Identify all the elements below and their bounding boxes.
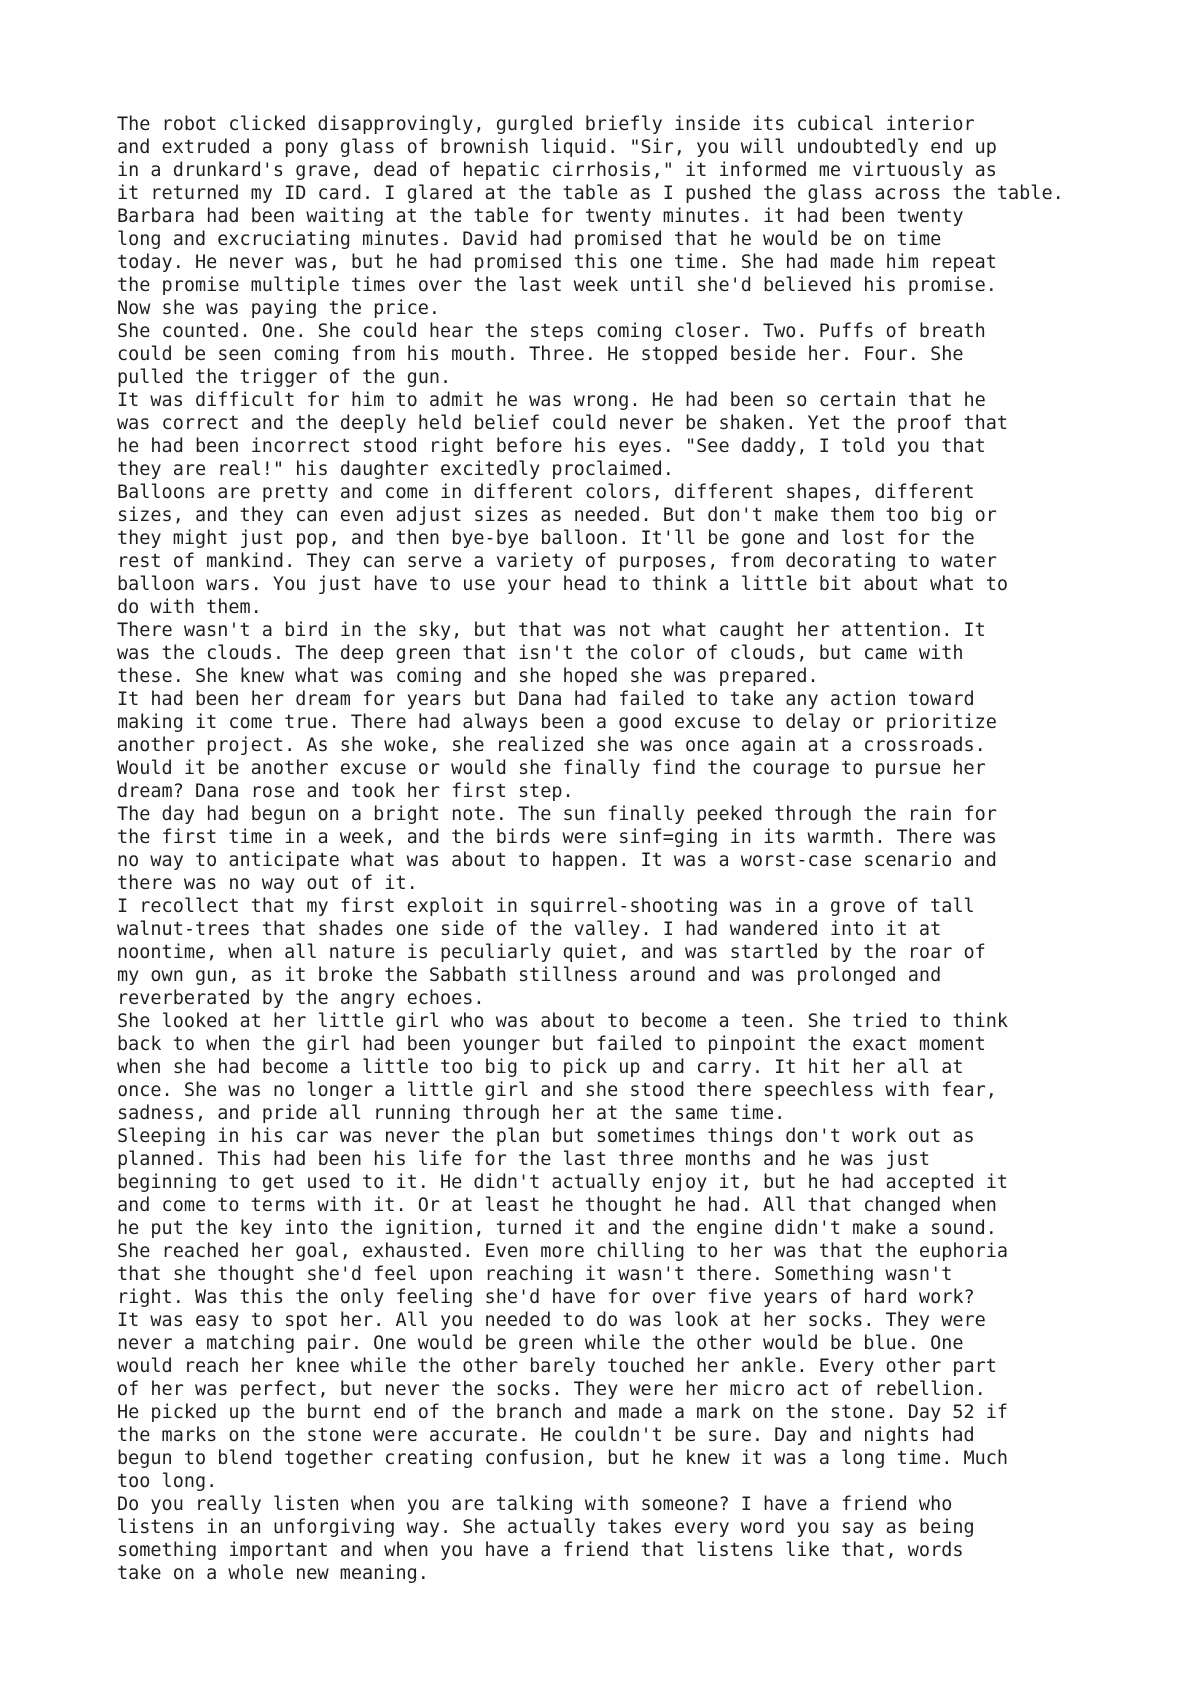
text-line: they are real!" his daughter excitedly proclaimed. bbox=[117, 459, 674, 480]
text-line: once. She was no longer a little girl and she stood there speechless with fear, bbox=[117, 1080, 997, 1101]
text-line: something important and when you have a friend that listens like that, words bbox=[117, 1540, 964, 1561]
text-line: when she had become a little too big to pick up and carry. It hit her all at bbox=[117, 1057, 964, 1078]
text-line: Balloons are pretty and come in different colors, different shapes, different bbox=[117, 482, 975, 503]
text-line: that she thought she'd feel upon reaching it wasn't there. Something wasn't bbox=[117, 1264, 953, 1285]
text-line: Sleeping in his car was never the plan but sometimes things don't work out as bbox=[117, 1126, 975, 1147]
text-line: walnut-trees that shades one side of the valley. I had wandered into it at bbox=[117, 919, 942, 940]
text-line: She counted. One. She could hear the steps coming closer. Two. Puffs of breath bbox=[117, 321, 986, 342]
text-line: I recollect that my first exploit in squirrel-shooting was in a grove of tall bbox=[117, 896, 975, 917]
text-line: beginning to get used to it. He didn't actually enjoy it, but he had accepted it bbox=[117, 1172, 1009, 1193]
text-line: and extruded a pony glass of brownish liquid. "Sir, you will undoubtedly end up bbox=[117, 137, 997, 158]
text-line: the promise multiple times over the last week until she'd believed his promise. bbox=[117, 275, 997, 296]
text-line: my own gun, as it broke the Sabbath stillness around and was prolonged and bbox=[117, 965, 942, 986]
text-line: She looked at her little girl who was about to become a teen. She tried to think bbox=[117, 1011, 1009, 1032]
text-line: Now she was paying the price. bbox=[117, 298, 441, 319]
text-line: could be seen coming from his mouth. Three. He stopped beside her. Four. She bbox=[117, 344, 964, 365]
text-line: would reach her knee while the other barely touched her ankle. Every other part bbox=[117, 1356, 997, 1377]
text-line: no way to anticipate what was about to happen. It was a worst-case scenario and bbox=[117, 850, 997, 871]
text-line: The day had begun on a bright note. The sun finally peeked through the rain for bbox=[117, 804, 997, 825]
text-line: he had been incorrect stood right before his eyes. "See daddy, I told you that bbox=[117, 436, 986, 457]
document-body bbox=[117, 113, 1117, 1585]
text-line: planned. This had been his life for the last three months and he was just bbox=[117, 1149, 931, 1170]
text-line: in a drunkard's grave, dead of hepatic cirrhosis," it informed me virtuously as bbox=[117, 160, 997, 181]
text-line: and come to terms with it. Or at least he thought he had. All that changed when bbox=[117, 1195, 997, 1216]
text-line: back to when the girl had been younger but failed to pinpoint the exact moment bbox=[117, 1034, 986, 1055]
text-line: of her was perfect, but never the socks. They were her micro act of rebellion. bbox=[117, 1379, 986, 1400]
text-line: It was difficult for him to admit he was wrong. He had been so certain that he bbox=[117, 390, 986, 411]
text-line: never a matching pair. One would be green while the other would be blue. One bbox=[117, 1333, 964, 1354]
text-line: there was no way out of it. bbox=[117, 873, 418, 894]
text-line: another project. As she woke, she realized she was once again at a crossroads. bbox=[117, 735, 986, 756]
text-line: do with them. bbox=[117, 597, 262, 618]
text-line: take on a whole new meaning. bbox=[117, 1563, 429, 1584]
text-line: begun to blend together creating confusion, but he knew it was a long time. Much bbox=[117, 1448, 1009, 1469]
text-line: balloon wars. You just have to use your head to think a little bit about what to bbox=[117, 574, 1009, 595]
text-line: Would it be another excuse or would she finally find the courage to pursue her bbox=[117, 758, 986, 779]
text-line: It had been her dream for years but Dana had failed to take any action toward bbox=[117, 689, 975, 710]
text-line: the marks on the stone were accurate. He couldn't be sure. Day and nights had bbox=[117, 1425, 975, 1446]
text-line: the first time in a week, and the birds were sinf=ging in its warmth. There was bbox=[117, 827, 997, 848]
text-line: rest of mankind. They can serve a variety of purposes, from decorating to water bbox=[117, 551, 997, 572]
text-line: There wasn't a bird in the sky, but that was not what caught her attention. It bbox=[117, 620, 986, 641]
text-line: dream? Dana rose and took her first step. bbox=[117, 781, 574, 802]
text-line: sizes, and they can even adjust sizes as needed. But don't make them too big or bbox=[117, 505, 997, 526]
text-line: Do you really listen when you are talking with someone? I have a friend who bbox=[117, 1494, 953, 1515]
text-line: reverberated by the angry echoes. bbox=[117, 988, 485, 1009]
text-line: noontime, when all nature is peculiarly quiet, and was startled by the roar of bbox=[117, 942, 986, 963]
text-line: was correct and the deeply held belief could never be shaken. Yet the proof that bbox=[117, 413, 1009, 434]
text-line: he put the key into the ignition, turned it and the engine didn't make a sound. bbox=[117, 1218, 997, 1239]
text-line: Barbara had been waiting at the table for twenty minutes. it had been twenty bbox=[117, 206, 964, 227]
text-line: making it come true. There had always been a good excuse to delay or prioritize bbox=[117, 712, 997, 733]
text-line: they might just pop, and then bye-bye balloon. It'll be gone and lost for the bbox=[117, 528, 975, 549]
text-line: He picked up the burnt end of the branch and made a mark on the stone. Day 52 if bbox=[117, 1402, 1009, 1423]
text-line: these. She knew what was coming and she hoped she was prepared. bbox=[117, 666, 819, 687]
text-line: long and excruciating minutes. David had promised that he would be on time bbox=[117, 229, 942, 250]
text-line: sadness, and pride all running through her at the same time. bbox=[117, 1103, 786, 1124]
text-line: It was easy to spot her. All you needed to do was look at her socks. They were bbox=[117, 1310, 986, 1331]
text-line: right. Was this the only feeling she'd have for over five years of hard work? bbox=[117, 1287, 975, 1308]
text-line: too long. bbox=[117, 1471, 218, 1492]
text-line: She reached her goal, exhausted. Even more chilling to her was that the euphoria bbox=[117, 1241, 1009, 1262]
text-line: listens in an unforgiving way. She actually takes every word you say as being bbox=[117, 1517, 975, 1538]
text-line: it returned my ID card. I glared at the table as I pushed the glass across the table. bbox=[117, 183, 1064, 204]
text-line: was the clouds. The deep green that isn't the color of clouds, but came with bbox=[117, 643, 964, 664]
text-line: today. He never was, but he had promised this one time. She had made him repeat bbox=[117, 252, 997, 273]
text-line: The robot clicked disapprovingly, gurgled briefly inside its cubical interior bbox=[117, 114, 975, 135]
text-line: pulled the trigger of the gun. bbox=[117, 367, 452, 388]
